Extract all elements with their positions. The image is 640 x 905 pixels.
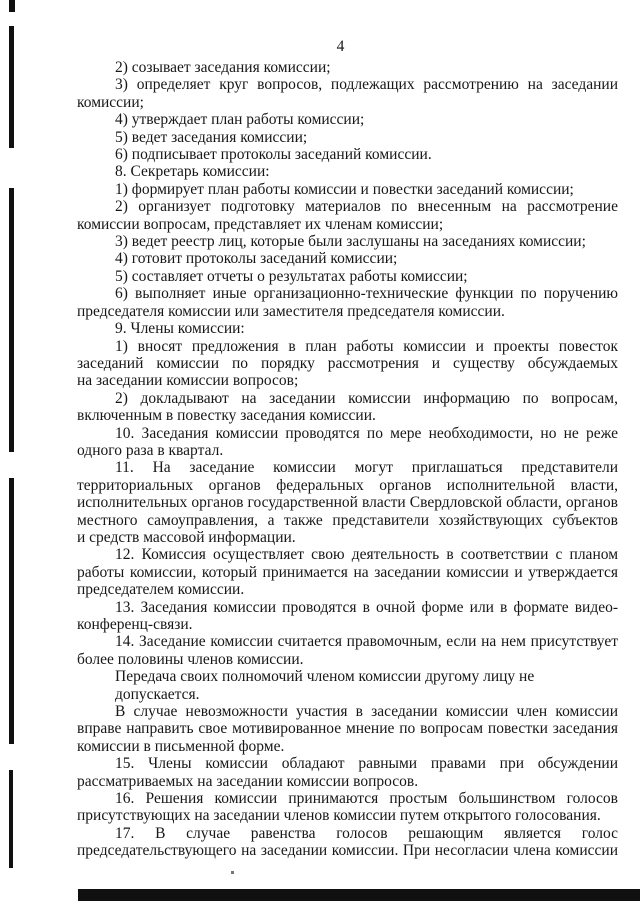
text-line: местного самоуправления, а также представители хозяйствующих субъектов [77, 511, 618, 529]
text-line: конференц-связи. [77, 616, 193, 633]
paragraph [77, 825, 618, 860]
text-line: территориальных органов федеральных органов исполнительной власти, [77, 476, 618, 494]
text-line: на заседании комиссии вопросов; [77, 372, 299, 390]
text-line: 5) ведет заседания комиссии; [115, 128, 308, 146]
text-line: 13. Заседания комиссии проводятся в очной форме или в формате видео- [115, 598, 618, 616]
text-line: одного раза в квартал. [77, 441, 224, 459]
text-line: 17. В случае равенства голосов решающим является голос [115, 824, 618, 842]
text-line: 1) вносят предложения в план работы комиссии и проекты повесток [115, 337, 618, 355]
text-line: председателем комиссии. [77, 581, 245, 599]
text-line: 5) составляет отчеты о результатах работы комиссии; [115, 267, 468, 285]
text-line: 3) ведет реестр лиц, которые были заслушаны на заседаниях комиссии; [115, 233, 586, 251]
text-line: вправе направить свое мотивированное мнение по вопросам повестки заседания [77, 720, 618, 738]
text-line: 2) созывает заседания комиссии; [115, 59, 331, 76]
paragraph [77, 129, 618, 146]
paragraph [77, 320, 618, 337]
paragraph [77, 59, 618, 76]
paragraph [77, 668, 618, 703]
paragraph [77, 198, 618, 233]
paragraph [77, 76, 618, 111]
text-line: 2) докладывают на заседании комиссии информацию по вопросам, [115, 389, 618, 407]
paragraph [77, 233, 618, 250]
text-line: включенным в повестку заседания комиссии. [77, 407, 376, 425]
paragraph [77, 181, 618, 198]
scan-mark-left-bar-2 [9, 188, 14, 452]
text-line: В случае невозможности участия в заседании комиссии член комиссии [115, 703, 618, 721]
text-line: 3) определяет круг вопросов, подлежащих рассмотрению на заседании [115, 76, 618, 94]
text-line: комиссии в письменной форме. [77, 737, 285, 755]
paragraph [77, 146, 618, 163]
text-line: 14. Заседание комиссии считается правомочным, если на нем присутствует [115, 633, 618, 651]
text-line: 9. Члены комиссии: [115, 320, 245, 338]
paragraph [77, 338, 618, 390]
text-line: 12. Комиссия осуществляет свою деятельность в соответствии с планом [115, 546, 618, 564]
text-line: 2) организует подготовку материалов по внесенным на рассмотрение [115, 198, 618, 216]
text-line: комиссии; [77, 93, 144, 111]
scan-mark-left-bar-3 [9, 478, 14, 744]
paragraph [77, 599, 618, 634]
page-number: 4 [336, 38, 345, 55]
paragraph [77, 390, 618, 425]
paragraph [77, 459, 618, 546]
paragraph [77, 163, 618, 180]
paragraph [77, 633, 618, 668]
text-line: комиссии вопросам, представляет их членам комиссии; [77, 215, 444, 233]
text-line: 4) готовит протоколы заседаний комиссии; [115, 250, 398, 268]
paragraph [77, 546, 618, 598]
scan-mark-left-bar-1 [9, 26, 14, 148]
paragraph [77, 425, 618, 460]
text-line: исполнительных органов государственной власти Свердловской области, органов [77, 494, 618, 512]
text-line: 6) подписывает протоколы заседаний комиссии. [115, 146, 432, 164]
text-line: 8. Секретарь комиссии: [115, 163, 270, 181]
text-line: 11. На заседание комиссии могут приглашаться представители [115, 459, 618, 477]
text-line: присутствующих на заседании членов комиссии путем открытого голосования. [77, 807, 601, 825]
scan-mark-top-left [9, 0, 15, 12]
paragraph [77, 268, 618, 285]
text-line: более половины членов комиссии. [77, 650, 304, 668]
text-line: рассматриваемых на заседании комиссии вопросов. [77, 772, 419, 790]
paragraph [77, 250, 618, 267]
scan-speck [231, 871, 234, 874]
text-line: председателя комиссии или заместителя председателя комиссии. [77, 302, 505, 320]
text-line: 16. Решения комиссии принимаются простым большинством голосов [115, 790, 618, 808]
text-line: Передача своих полномочий членом комиссии другому лицу не допускается. [115, 668, 535, 703]
paragraph [77, 755, 618, 790]
text-line: 10. Заседания комиссии проводятся по мере необходимости, но не реже [115, 424, 618, 442]
text-line: 6) выполняет иные организационно-технические функции по поручению [115, 285, 618, 303]
scan-mark-left-bar-4 [9, 770, 13, 868]
text-line: 4) утверждает план работы комиссии; [115, 111, 365, 129]
text-line: 1) формирует план работы комиссии и повестки заседаний комиссии; [115, 180, 574, 198]
text-line: 15. Члены комиссии обладают равными правами при обсуждении [115, 755, 618, 773]
paragraph [77, 790, 618, 825]
text-line: заседаний комиссии по порядку рассмотрения и существу обсуждаемых [77, 354, 618, 372]
document-body [77, 59, 618, 860]
text-line: работы комиссии, который принимается на заседании комиссии и утверждается [77, 563, 618, 581]
paragraph [77, 111, 618, 128]
text-line: председательствующего на заседании комиссии. При несогласии члена комиссии [77, 842, 618, 860]
text-line: и средств массовой информации. [77, 528, 296, 546]
paragraph [77, 285, 618, 320]
scan-mark-bottom-bar [78, 889, 640, 901]
paragraph [77, 703, 618, 755]
